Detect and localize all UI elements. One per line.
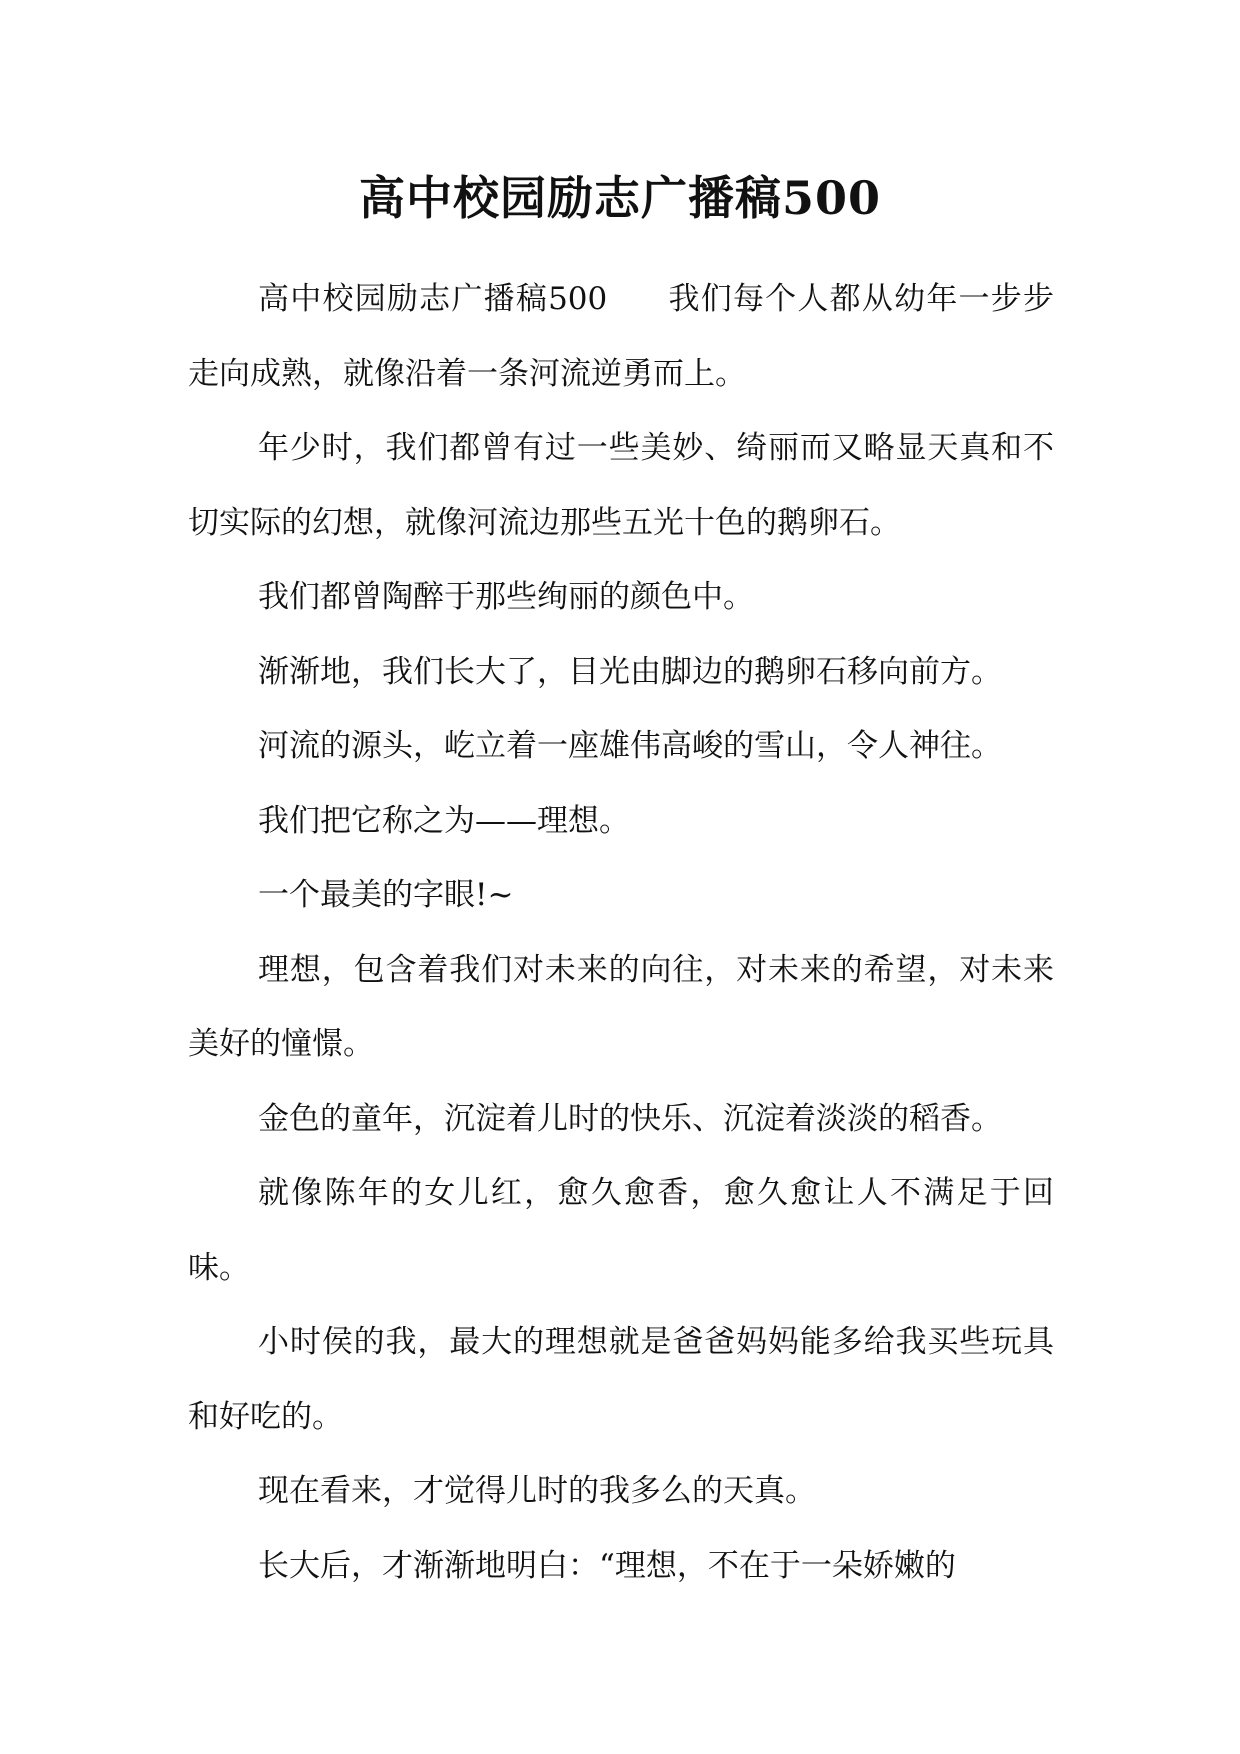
paragraph-8: 理想，包含着我们对未来的向往，对未来的希望，对未来美好的憧憬。 — [188, 951, 1054, 1062]
paragraph-10: 就像陈年的女儿红，愈久愈香，愈久愈让人不满足于回味。 — [188, 1175, 1054, 1286]
paragraph-12: 现在看来，才觉得儿时的我多么的天真。 — [258, 1473, 816, 1509]
paragraph-2: 年少时，我们都曾有过一些美妙、绮丽而又略显天真和不切实际的幻想，就像河流边那些五光十色的鹅卵石。 — [188, 430, 1054, 541]
paragraph-1 — [188, 262, 1054, 411]
paragraph-11: 小时侯的我，最大的理想就是爸爸妈妈能多给我买些玩具和好吃的。 — [188, 1324, 1054, 1435]
paragraph-13: 长大后，才渐渐地明白：“理想，不在于一朵娇嫩的 — [258, 1547, 956, 1584]
paragraph-4: 渐渐地，我们长大了，目光由脚边的鹅卵石移向前方。 — [258, 653, 1002, 690]
document-body — [188, 262, 1054, 1603]
paragraph-9: 金色的童年，沉淀着儿时的快乐、沉淀着淡淡的稻香。 — [258, 1100, 1002, 1137]
paragraph-6: 我们把它称之为——理想。 — [258, 802, 630, 839]
paragraph-7: 一个最美的字眼!~ — [258, 877, 514, 913]
paragraph-lead: 高中校园励志广播稿500 — [258, 281, 608, 317]
paragraph-5: 河流的源头，屹立着一座雄伟高峻的雪山，令人神往。 — [258, 728, 1002, 764]
document-title: 高中校园励志广播稿500 — [358, 171, 882, 225]
paragraph-text: 我们每个人都从幼年一步步走向成熟，就像沿着一条河流逆勇而上。 — [188, 281, 1055, 392]
paragraph-3: 我们都曾陶醉于那些绚丽的颜色中。 — [258, 579, 754, 615]
